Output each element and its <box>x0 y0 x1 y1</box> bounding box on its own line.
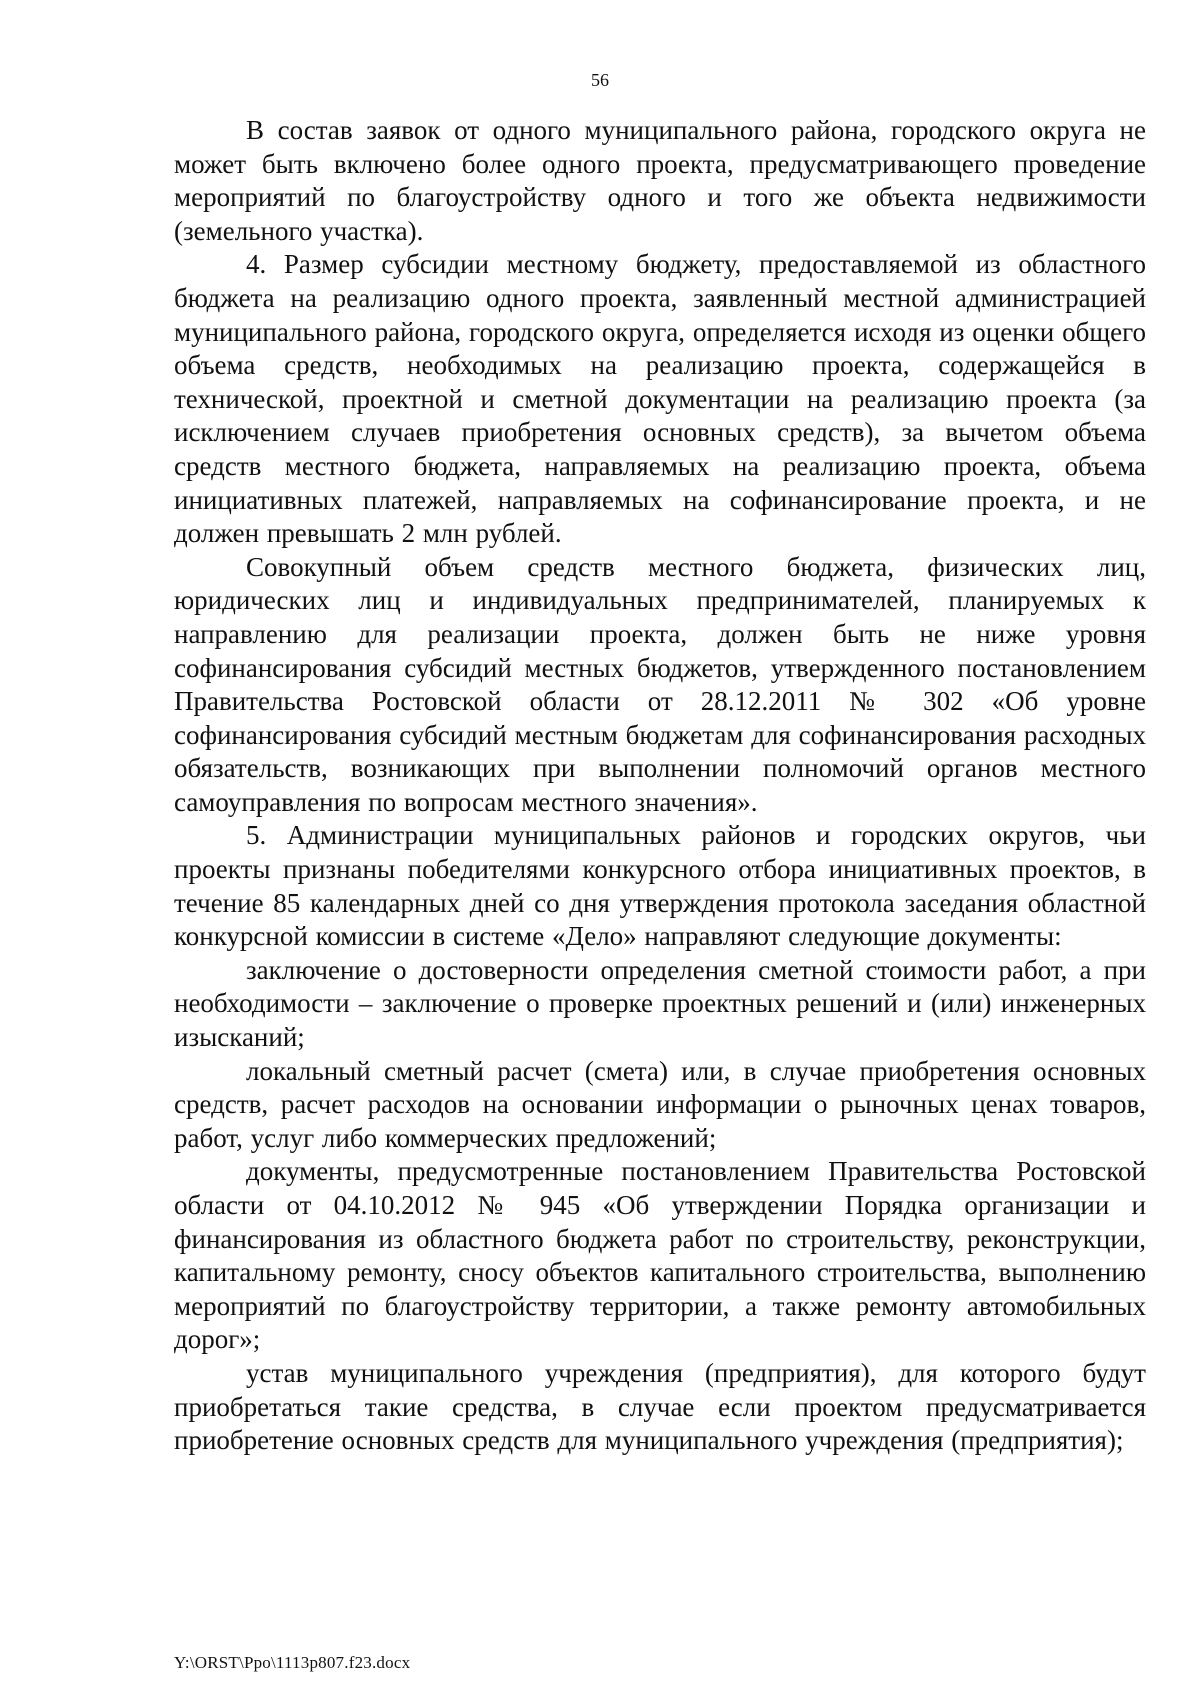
page-number: 56 <box>591 70 609 90</box>
paragraph-cofinancing-level: Совокупный объем средств местного бюджета, физических лиц, юридических лиц и индивидуальных предпринимателей, планируемых к направлению для реализации проекта, должен быть не ниже уровня софинансирования субсидий местных бюджетов, утвержденного постановлением Правительства Ростовской области от 28.12.2011 № 302 «Об уровне софинансирования субсидий местным бюджетам для софинансирования расходных обязательств, возникающих при выполнении полномочий органов местного самоуправления по вопросам местного значения». <box>174 551 1146 817</box>
list-item-regulation-documents: документы, предусмотренные постановлением Правительства Ростовской области от 04.10.2012 № 945 «Об утверждении Порядка организации и финансирования из областного бюджета работ по строительству, реконструкции, капитальному ремонту, сносу объектов капитального строительства, выполнению мероприятий по благоустройству территории, а также ремонту автомобильных дорог»; <box>174 1156 1146 1355</box>
paragraph-item-4-subsidy-size: 4. Размер субсидии местному бюджету, предоставляемой из областного бюджета на реализацию одного проекта, заявленный местной администрацией муниципального района, городского округа, определяется исходя из оценки общего объема средств, необходимых на реализацию проекта, содержащейся в технической, проектной и сметной документации на реализацию проекта (за исключением случаев приобретения основных средств), за вычетом объема средств местного бюджета, направляемых на реализацию проекта, объема инициативных платежей, направляемых на софинансирование проекта, и не должен превышать 2 млн рублей. <box>174 249 1146 549</box>
footer-file-path: Y:\ORST\Ppo\1113p807.f23.docx <box>174 1653 411 1672</box>
list-item-institution-charter: устав муниципального учреждения (предприятия), для которого будут приобретаться такие средства, в случае если проектом предусматривается приобретение основных средств для муниципального учреждения (предприятия); <box>174 1357 1146 1456</box>
list-item-estimate-conclusion: заключение о достоверности определения сметной стоимости работ, а при необходимости – заключение о проверке проектных решений и (или) инженерных изысканий; <box>174 954 1146 1053</box>
paragraph-application-limit: В состав заявок от одного муниципального района, городского округа не может быть включено более одного проекта, предусматривающего проведение мероприятий по благоустройству одного и того же объекта недвижимости (земельного участка). <box>174 115 1146 246</box>
paragraph-item-5-documents: 5. Администрации муниципальных районов и городских округов, чьи проекты признаны победителями конкурсного отбора инициативных проектов, в течение 85 календарных дней со дня утверждения протокола заседания областной конкурсной комиссии в системе «Дело» направляют следующие документы: <box>174 820 1146 952</box>
list-item-local-estimate: локальный сметный расчет (смета) или, в случае приобретения основных средств, расчет расходов на основании информации о рыночных ценах товаров, работ, услуг либо коммерческих предложений; <box>174 1055 1146 1153</box>
document-body <box>174 114 1146 1458</box>
